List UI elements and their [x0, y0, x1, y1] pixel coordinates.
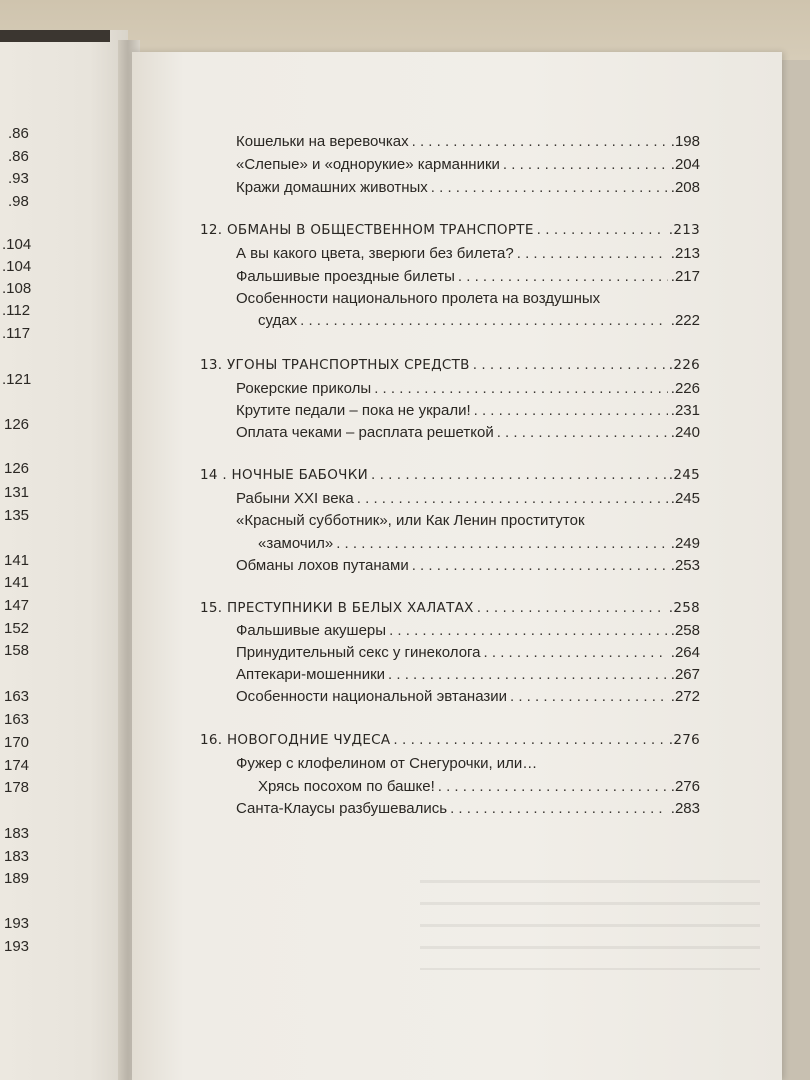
left-page-number: 189 — [4, 870, 30, 887]
left-page-number: 141 — [4, 574, 30, 591]
left-page-number: 163 — [4, 711, 30, 728]
left-page-number: 126 — [4, 460, 30, 477]
toc-entry: Оплата чеками – расплата решеткой . . . .240 — [236, 424, 700, 446]
toc-entry-line: «Красный субботник», или Как Ленин проституток — [236, 512, 585, 529]
left-page-number: .93 — [8, 170, 29, 187]
left-page-number: 126 — [4, 416, 30, 433]
toc-entry: Санта-Клаусы разбушевались . . . .283 — [236, 800, 700, 822]
toc-entry: «замочил» . . . .249 — [258, 535, 700, 557]
left-page-number: 141 — [4, 552, 30, 569]
left-page-number: .86 — [8, 148, 29, 165]
left-page-number: 152 — [4, 620, 30, 637]
toc-entry: Аптекари-мошенники . . . .267 — [236, 666, 700, 688]
show-through-text — [420, 880, 760, 970]
toc-entry: Кошельки на веревочках . . . .198 — [236, 133, 700, 155]
toc-entry: Крутите педали – пока не украли! . . . .231 — [236, 402, 700, 424]
left-page-number: 163 — [4, 688, 30, 705]
chapter-heading: 15. ПРЕСТУПНИКИ В БЕЛЫХ ХАЛАТАХ . . . .258 — [200, 600, 700, 622]
toc-entry: Хрясь посохом по башке! . . . .276 — [258, 778, 700, 800]
toc-entry: Фальшивые проездные билеты . . . .217 — [236, 268, 700, 290]
left-page-number: .104 — [2, 258, 32, 275]
toc-entry: Фальшивые акушеры . . . .258 — [236, 622, 700, 644]
left-page-number: 193 — [4, 938, 30, 955]
left-page-number: 183 — [4, 848, 30, 865]
toc-entry: «Слепые» и «однорукие» карманники . . . .204 — [236, 156, 700, 178]
left-page-number: .108 — [2, 280, 32, 297]
left-page-number: .117 — [2, 325, 31, 342]
toc-entry: Особенности национальной эвтаназии . . . .272 — [236, 688, 700, 710]
left-page-number: 183 — [4, 825, 30, 842]
left-page-number: 178 — [4, 779, 30, 796]
left-page-number: .112 — [2, 302, 31, 319]
toc-entry-line: Особенности национального пролета на воздушных — [236, 290, 601, 307]
toc-entry: Рокерские приколы . . . .226 — [236, 380, 700, 402]
left-page-number: 174 — [4, 757, 30, 774]
left-page-number: 193 — [4, 915, 30, 932]
chapter-heading: 12. ОБМАНЫ В ОБЩЕСТВЕННОМ ТРАНСПОРТЕ . . . .213 — [200, 222, 700, 244]
left-page-number: 158 — [4, 642, 30, 659]
toc-entry: судах . . . .222 — [258, 312, 700, 334]
desk-right — [780, 60, 810, 1080]
toc-entry: Принудительный секс у гинеколога . . . .264 — [236, 644, 700, 666]
toc-entry-line: Фужер с клофелином от Снегурочки, или… — [236, 755, 538, 772]
toc-entry: Обманы лохов путанами . . . .253 — [236, 557, 700, 579]
toc-entry: Рабыни XXI века . . . .245 — [236, 490, 700, 512]
left-page-number: .104 — [2, 236, 32, 253]
left-page-number: .121 — [2, 371, 32, 388]
left-page-number: 147 — [4, 597, 30, 614]
left-page-number: 131 — [4, 484, 30, 501]
chapter-heading: 13. УГОНЫ ТРАНСПОРТНЫХ СРЕДСТВ . . . .226 — [200, 357, 700, 379]
left-page-number: 135 — [4, 507, 30, 524]
chapter-heading: 16. НОВОГОДНИЕ ЧУДЕСА . . . .276 — [200, 732, 700, 754]
toc-entry: Кражи домашних животных . . . .208 — [236, 179, 700, 201]
chapter-heading: 14 . НОЧНЫЕ БАБОЧКИ . . . .245 — [200, 467, 700, 489]
book-cover-edge — [0, 30, 110, 42]
left-page-number: .86 — [8, 125, 29, 142]
toc-entry: А вы какого цвета, зверюги без билета? . . . .213 — [236, 245, 700, 267]
left-page-number: 170 — [4, 734, 30, 751]
left-page-number: .98 — [8, 193, 29, 210]
